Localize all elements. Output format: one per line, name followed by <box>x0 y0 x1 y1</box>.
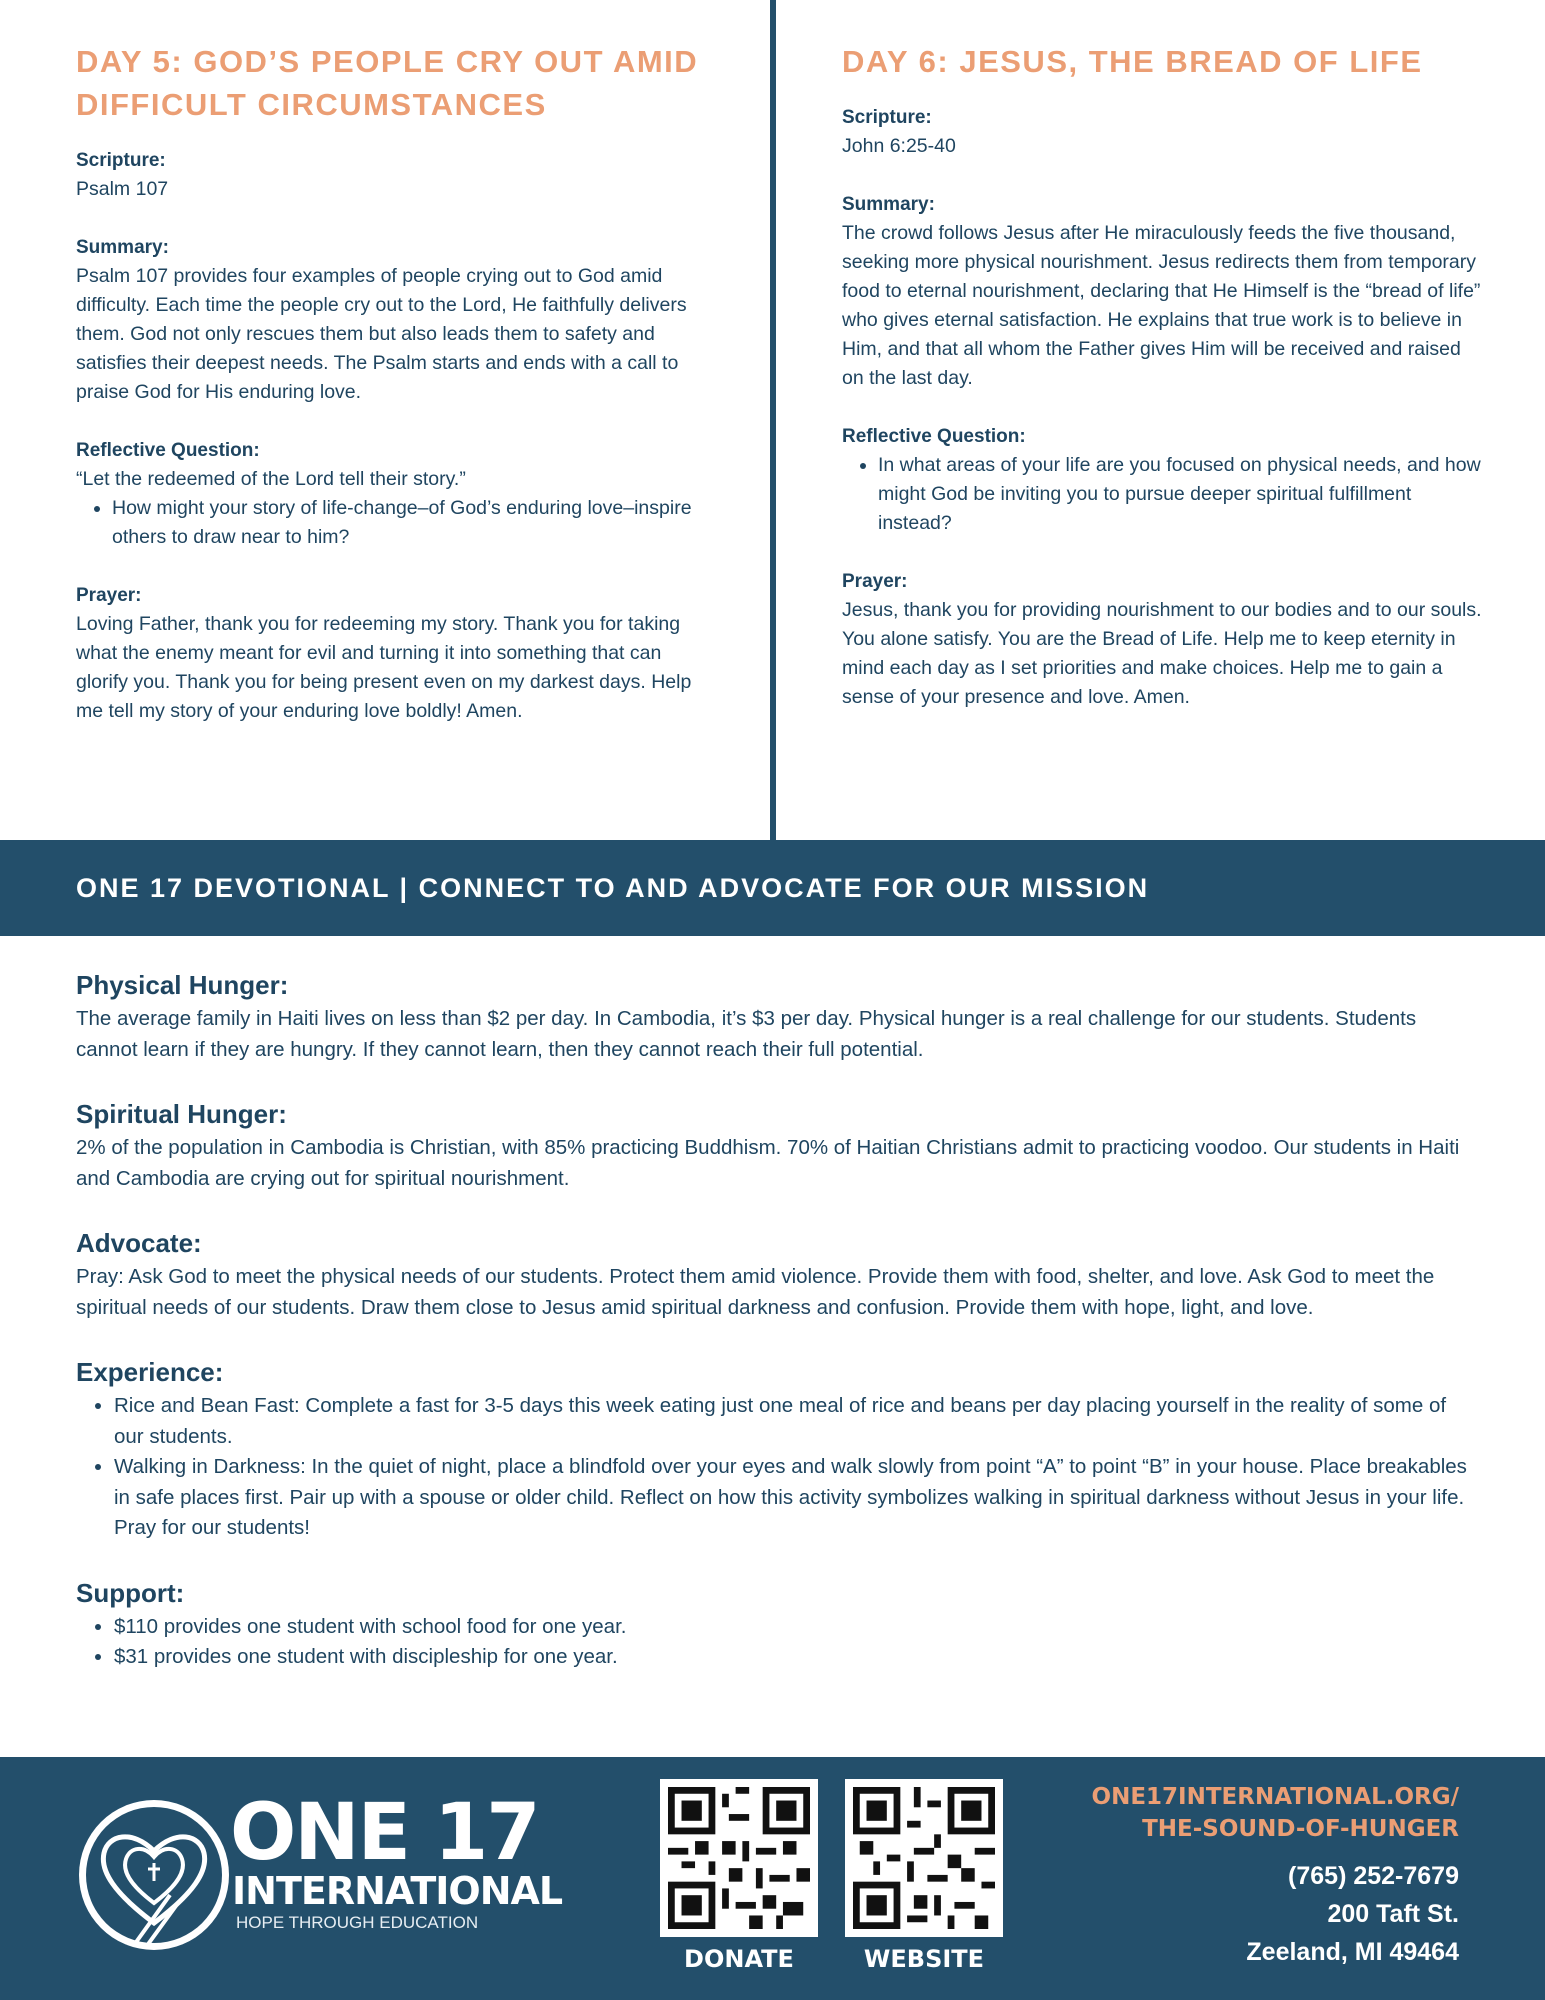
brand-name: ONE 17 <box>230 1788 539 1878</box>
day6-prayer <box>842 567 1482 712</box>
day6-prayer-label: Prayer: <box>842 571 908 592</box>
spiritual-hunger-text: 2% of the population in Cambodia is Christian, with 85% practicing Buddhism. 70% of Haitian Christians admit to practicing voodoo. Our students in Haiti and Cambodia are crying out for spiritual nourishment. <box>76 1136 1460 1190</box>
day6-question <box>842 422 1482 538</box>
day6-question-list <box>842 451 1482 538</box>
day5-scripture <box>76 146 716 204</box>
day5-title: DAY 5: GOD’S PEOPLE CRY OUT AMID DIFFICULT CIRCUMSTANCES <box>76 44 699 122</box>
brand-subname: INTERNATIONAL <box>232 1869 563 1913</box>
advocate-heading: Advocate: <box>76 1228 202 1258</box>
advocate <box>76 1224 1476 1323</box>
footer <box>0 1757 1545 2000</box>
mission-banner-title: ONE 17 DEVOTIONAL | CONNECT TO AND ADVOCATE FOR OUR MISSION <box>76 873 1150 903</box>
day5-summary-text: Psalm 107 provides four examples of people crying out to God amid difficulty. Each time the people cry out to the Lord, He faithfully delivers them. God not only rescues them but also leads them to safety and satisfies their deepest needs. The Psalm starts and ends with a call to praise God for His enduring love. <box>76 265 687 403</box>
column-divider <box>770 0 776 840</box>
day5-question-item: • How might your story of life-change–of God’s enduring love–inspire others to draw near to him? <box>112 494 716 552</box>
phone-number[interactable]: (765) 252-7679 <box>1288 1862 1459 1890</box>
heart-logo-icon <box>74 1795 234 1955</box>
website-qr-code[interactable] <box>845 1779 1003 1937</box>
qr-code-icon <box>668 1787 810 1929</box>
day5-question-label: Reflective Question: <box>76 440 260 461</box>
day5-prayer-label: Prayer: <box>76 585 142 606</box>
day6-title: DAY 6: JESUS, THE BREAD OF LIFE <box>842 44 1423 79</box>
day5-question-intro: “Let the redeemed of the Lord tell their story.” <box>76 468 466 490</box>
day6-scripture <box>842 103 1482 161</box>
website-label[interactable]: WEBSITE <box>863 1945 985 1973</box>
spiritual-hunger-heading: Spiritual Hunger: <box>76 1099 287 1129</box>
day5-question-list <box>76 494 716 552</box>
day5-column <box>76 40 716 755</box>
qr-code-icon <box>853 1787 995 1929</box>
experience-list <box>76 1391 1476 1544</box>
brand-tagline: HOPE THROUGH EDUCATION <box>236 1913 479 1932</box>
day6-prayer-text: Jesus, thank you for providing nourishment to our bodies and to our souls. You alone satisfy. You are the Bread of Life. Help me to keep eternity in mind each day as I set priorities and make choices. Help me to gain a sense of your presence and love. Amen. <box>842 599 1482 708</box>
street-address: 200 Taft St. <box>1327 1900 1459 1928</box>
day5-question <box>76 436 716 552</box>
day5-summary-label: Summary: <box>76 237 169 258</box>
experience-heading: Experience: <box>76 1357 224 1387</box>
list-item: • Walking in Darkness: In the quiet of night, place a blindfold over your eyes and walk slowly from point “A” to point “B” in your house. Place breakables in safe places first. Pair up with a spouse or older child. Reflect on how this activity symbolizes walking in spiritual darkness without Jesus in your life. Pray for our students! <box>114 1452 1476 1544</box>
physical-hunger-text: The average family in Haiti lives on less than $2 per day. In Cambodia, it’s $3 per day. Physical hunger is a real challenge for our students. Students cannot learn if they are hungry. If they cannot learn, then they cannot reach their full potential. <box>76 1007 1417 1061</box>
support-list <box>76 1612 1476 1673</box>
website-url-line2[interactable]: THE-SOUND-OF-HUNGER <box>1142 1816 1459 1842</box>
day5-scripture-ref: Psalm 107 <box>76 178 169 200</box>
day6-question-label: Reflective Question: <box>842 426 1026 447</box>
advocate-text: Pray: Ask God to meet the physical needs of our students. Protect them amid violence. Provide them with food, shelter, and love. Ask God to meet the spiritual needs of our students. Draw them close to Jesus amid spiritual darkness and confusion. Provide them with hope, light, and love. <box>76 1265 1435 1319</box>
spiritual-hunger <box>76 1095 1476 1194</box>
day6-scripture-ref: John 6:25-40 <box>842 135 956 157</box>
devotional-columns <box>0 0 1545 840</box>
support-heading: Support: <box>76 1577 185 1608</box>
city-address: Zeeland, MI 49464 <box>1246 1938 1459 1966</box>
day5-scripture-label: Scripture: <box>76 150 166 171</box>
day6-summary-text: The crowd follows Jesus after He miraculously feeds the five thousand, seeking more physical nourishment. Jesus redirects them from temporary food to eternal nourishment, declaring that He Himself is the “bread of life” who gives eternal satisfaction. He explains that true work is to believe in Him, and that all whom the Father gives Him will be received and raised on the last day. <box>842 222 1481 389</box>
day5-prayer-text: Loving Father, thank you for redeeming my story. Thank you for taking what the enemy meant for evil and turning it into something that can glorify you. Thank you for being present even on my darkest days. Help me tell my story of your enduring love boldly! Amen. <box>76 613 692 722</box>
donate-qr-code[interactable] <box>660 1779 818 1937</box>
website-url-line1[interactable]: ONE17INTERNATIONAL.ORG/ <box>1091 1784 1459 1810</box>
experience <box>76 1353 1476 1544</box>
list-item: • Rice and Bean Fast: Complete a fast for 3-5 days this week eating just one meal of rice and beans per day placing yourself in the reality of some of our students. <box>114 1391 1476 1452</box>
mission-banner <box>0 840 1545 936</box>
contact-block <box>1092 1781 1459 1971</box>
list-item: • $110 provides one student with school food for one year. <box>114 1612 1476 1643</box>
mission-section <box>76 966 1476 1703</box>
support <box>76 1574 1476 1673</box>
day5-prayer <box>76 581 716 726</box>
day6-column <box>842 40 1482 741</box>
list-item: • $31 provides one student with discipleship for one year. <box>114 1642 1476 1673</box>
day6-scripture-label: Scripture: <box>842 107 932 128</box>
physical-hunger-heading: Physical Hunger: <box>76 970 289 1000</box>
day6-summary-label: Summary: <box>842 194 935 215</box>
day6-summary <box>842 190 1482 393</box>
donate-label[interactable]: DONATE <box>684 1945 794 1973</box>
day6-question-item: • In what areas of your life are you focused on physical needs, and how might God be inviting you to pursue deeper spiritual fulfillment instead? <box>878 451 1482 538</box>
day5-summary <box>76 233 716 407</box>
physical-hunger <box>76 966 1476 1065</box>
